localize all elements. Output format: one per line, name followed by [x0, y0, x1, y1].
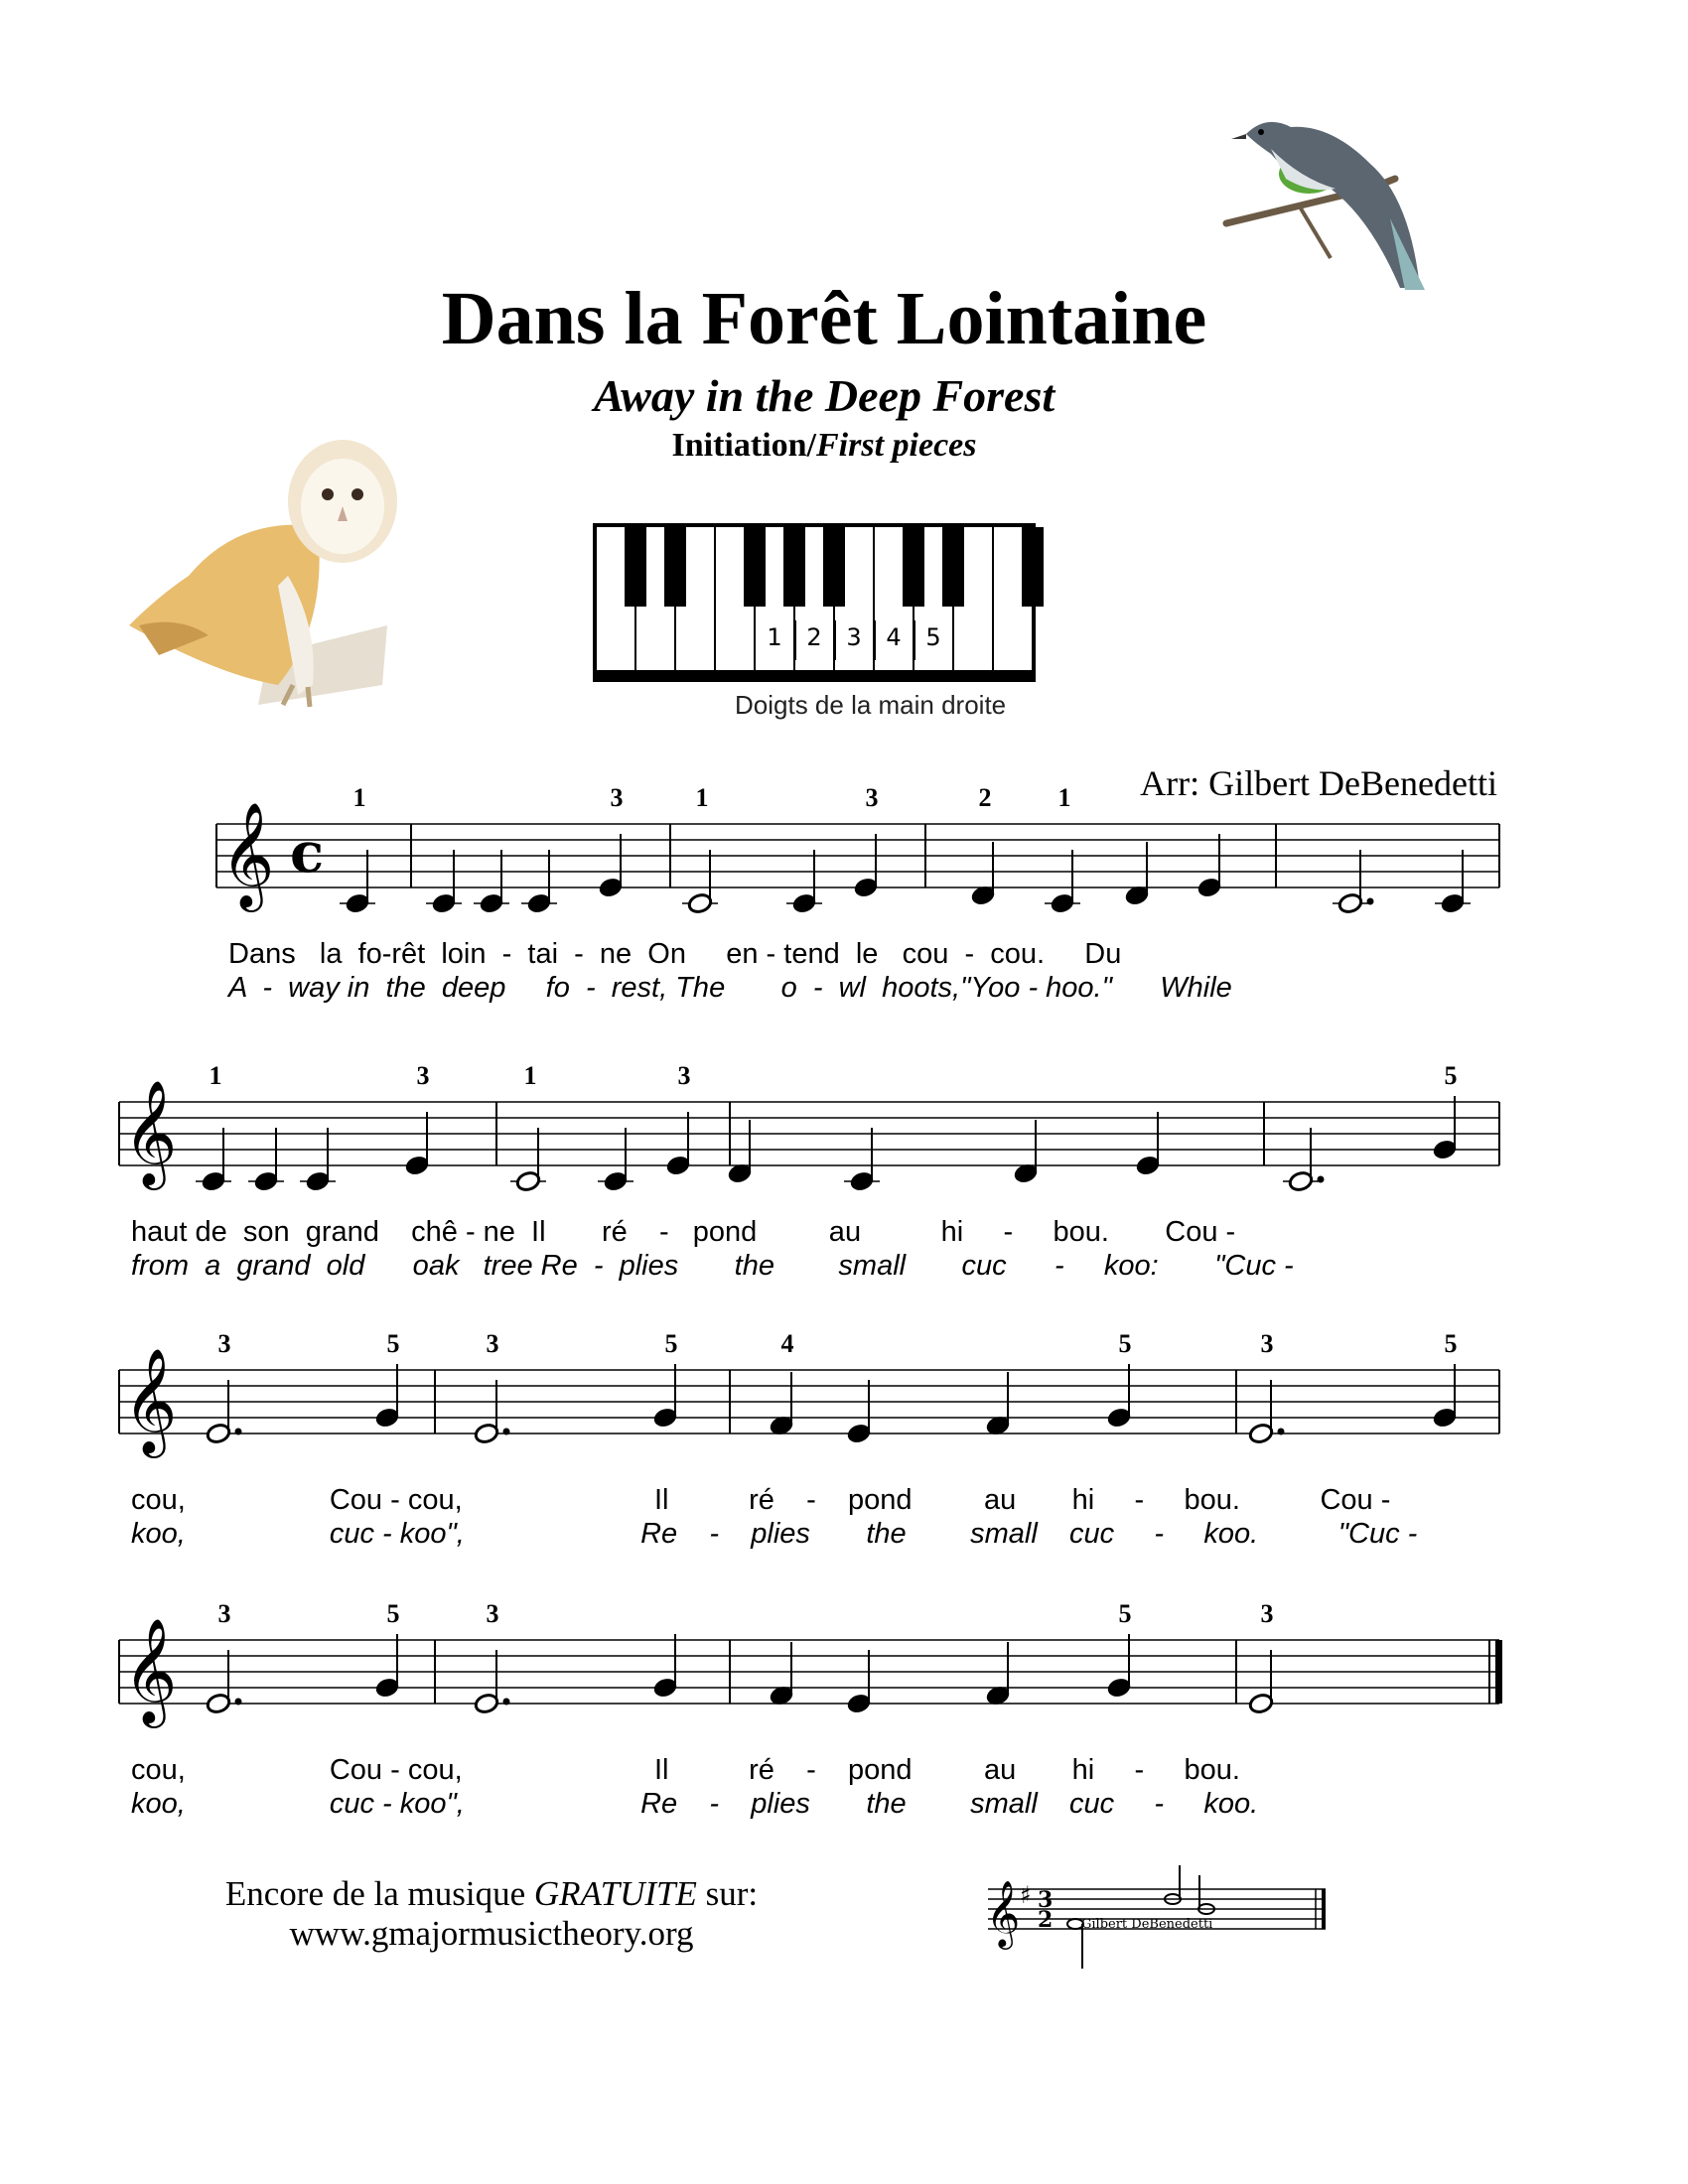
fingering-number: 3 [217, 1599, 231, 1628]
staff-system-2 [119, 1061, 1499, 1282]
fingering-number: 1 [209, 1061, 222, 1090]
note [853, 783, 879, 898]
note [1432, 1329, 1458, 1429]
level-main: Initiation/ [671, 427, 816, 464]
lyric-line-french: cou, Cou - cou, Il ré - pond au hi - bou. Cou - [131, 1484, 1391, 1516]
dot [1278, 1429, 1285, 1435]
note [682, 783, 718, 914]
note [786, 850, 822, 914]
dot [503, 1429, 510, 1435]
note [665, 1061, 691, 1176]
note [846, 1650, 872, 1714]
staff-system-1 [216, 783, 1499, 1004]
staff-system-3 [119, 1329, 1499, 1550]
finger-number: 3 [846, 623, 862, 651]
note [769, 1329, 794, 1436]
fingering-number: 3 [416, 1061, 430, 1090]
note [206, 1599, 242, 1714]
note [1248, 1329, 1285, 1444]
note [846, 1380, 872, 1444]
note [1196, 834, 1222, 898]
footer-line1-c: sur: [696, 1874, 759, 1913]
note [1106, 1329, 1132, 1429]
note [474, 850, 509, 914]
fingering-number: 5 [386, 1329, 400, 1358]
page-subtitle: Away in the Deep Forest [593, 370, 1055, 421]
note [521, 850, 557, 914]
svg-text:𝄞: 𝄞 [986, 1879, 1021, 1947]
fingering-number: 4 [780, 1329, 794, 1358]
dot [235, 1699, 242, 1706]
composer-logo [978, 1861, 1336, 1971]
note [300, 1128, 336, 1192]
dot [503, 1699, 510, 1706]
fingering-number: 2 [978, 783, 992, 812]
page-title: Dans la Forêt Lointaine [441, 277, 1207, 360]
lyric-line-english: koo, cuc - koo", Re - plies the small cuc - koo. "Cuc - [131, 1518, 1418, 1550]
note [652, 1329, 678, 1429]
level-italic: First pieces [816, 427, 977, 464]
note [1333, 850, 1374, 914]
fingering-number: 3 [610, 783, 624, 812]
dot [235, 1429, 242, 1435]
fingering-number: 3 [486, 1599, 499, 1628]
dot [1367, 898, 1374, 905]
fingering-number: 3 [217, 1329, 231, 1358]
treble-clef-icon: 𝄞 [123, 1079, 178, 1185]
fingering-number: 3 [865, 783, 879, 812]
fingering-number: 5 [1444, 1329, 1458, 1358]
fingering-number: 1 [523, 1061, 537, 1090]
note [1435, 850, 1471, 914]
note [652, 1634, 678, 1699]
arranger-credit: Arr: Gilbert DeBenedetti [1140, 763, 1497, 803]
treble-clef-icon: 𝄞 [123, 1347, 178, 1453]
note [1432, 1061, 1458, 1160]
staff-system-4 [119, 1599, 1502, 1820]
note [598, 783, 624, 898]
note [985, 1372, 1011, 1436]
lyric-line-french: haut de son grand chê - ne Il ré - pond au hi - bou. Cou - [131, 1216, 1236, 1248]
note [769, 1642, 794, 1706]
note [1248, 1599, 1274, 1714]
note [985, 1642, 1011, 1706]
svg-text:2: 2 [1038, 1907, 1054, 1933]
final-barline-thick [1495, 1640, 1502, 1704]
footer-line1 [169, 1874, 814, 1914]
fingering-number: 5 [1118, 1599, 1132, 1628]
fingering-number: 3 [486, 1329, 499, 1358]
note [598, 1128, 633, 1192]
treble-clef-icon: 𝄞 [123, 1617, 178, 1723]
note [340, 783, 375, 914]
finger-number: 1 [767, 623, 782, 651]
lyric-line-english: A - way in the deep fo - rest, The o - wl hoots,"Yoo - hoo." While [228, 972, 1232, 1004]
lyric-line-english: koo, cuc - koo", Re - plies the small cuc - koo. [131, 1788, 1259, 1820]
note [474, 1329, 510, 1444]
fingering-number: 5 [1444, 1061, 1458, 1090]
note [1124, 842, 1150, 906]
svg-text:♯: ♯ [1020, 1881, 1032, 1909]
note [1106, 1599, 1132, 1699]
footer-line1-b: GRATUITE [533, 1874, 697, 1913]
fingering-number: 5 [386, 1599, 400, 1628]
note [1135, 1112, 1161, 1176]
lyric-line-english: from a grand old oak tree Re - plies the small cuc - koo: "Cuc - [131, 1250, 1294, 1282]
lyric-line-french: cou, Cou - cou, Il ré - pond au hi - bou. [131, 1754, 1240, 1786]
note [1013, 1120, 1039, 1184]
fingering-number: 1 [695, 783, 709, 812]
svg-text:3: 3 [1038, 1887, 1054, 1913]
note [374, 1599, 400, 1699]
treble-clef-icon: 𝄞 [220, 801, 275, 907]
footer-url[interactable]: www.gmajormusictheory.org [289, 1914, 694, 1953]
fingering-number: 1 [352, 783, 366, 812]
note [206, 1329, 242, 1444]
note [196, 1061, 231, 1192]
fingering-number: 5 [664, 1329, 678, 1358]
footer-line1-a: Encore de la musique [224, 1874, 534, 1913]
fingering-number: 3 [677, 1061, 691, 1090]
note [248, 1128, 284, 1192]
fingering-number: 3 [1260, 1599, 1274, 1628]
note [1045, 783, 1080, 914]
dot [1318, 1176, 1325, 1183]
note [426, 850, 462, 914]
lyric-line-french: Dans la fo-rêt loin - tai - ne On en - tend le cou - cou. Du [228, 938, 1122, 970]
note [844, 1128, 880, 1192]
finger-number: 2 [806, 623, 822, 651]
note [510, 1061, 546, 1192]
note [1283, 1128, 1325, 1192]
finger-number: 4 [886, 623, 902, 651]
time-signature: c [290, 820, 325, 886]
fingering-number: 3 [1260, 1329, 1274, 1358]
note [404, 1061, 430, 1176]
note [374, 1329, 400, 1429]
keyboard-caption: Doigts de la main droite [735, 690, 1007, 720]
finger-number: 5 [925, 623, 941, 651]
note [474, 1599, 510, 1714]
logo-text: Gilbert DeBenedetti [1081, 1917, 1213, 1932]
fingering-number: 5 [1118, 1329, 1132, 1358]
fingering-number: 1 [1057, 783, 1071, 812]
footer-note [169, 1874, 814, 1954]
